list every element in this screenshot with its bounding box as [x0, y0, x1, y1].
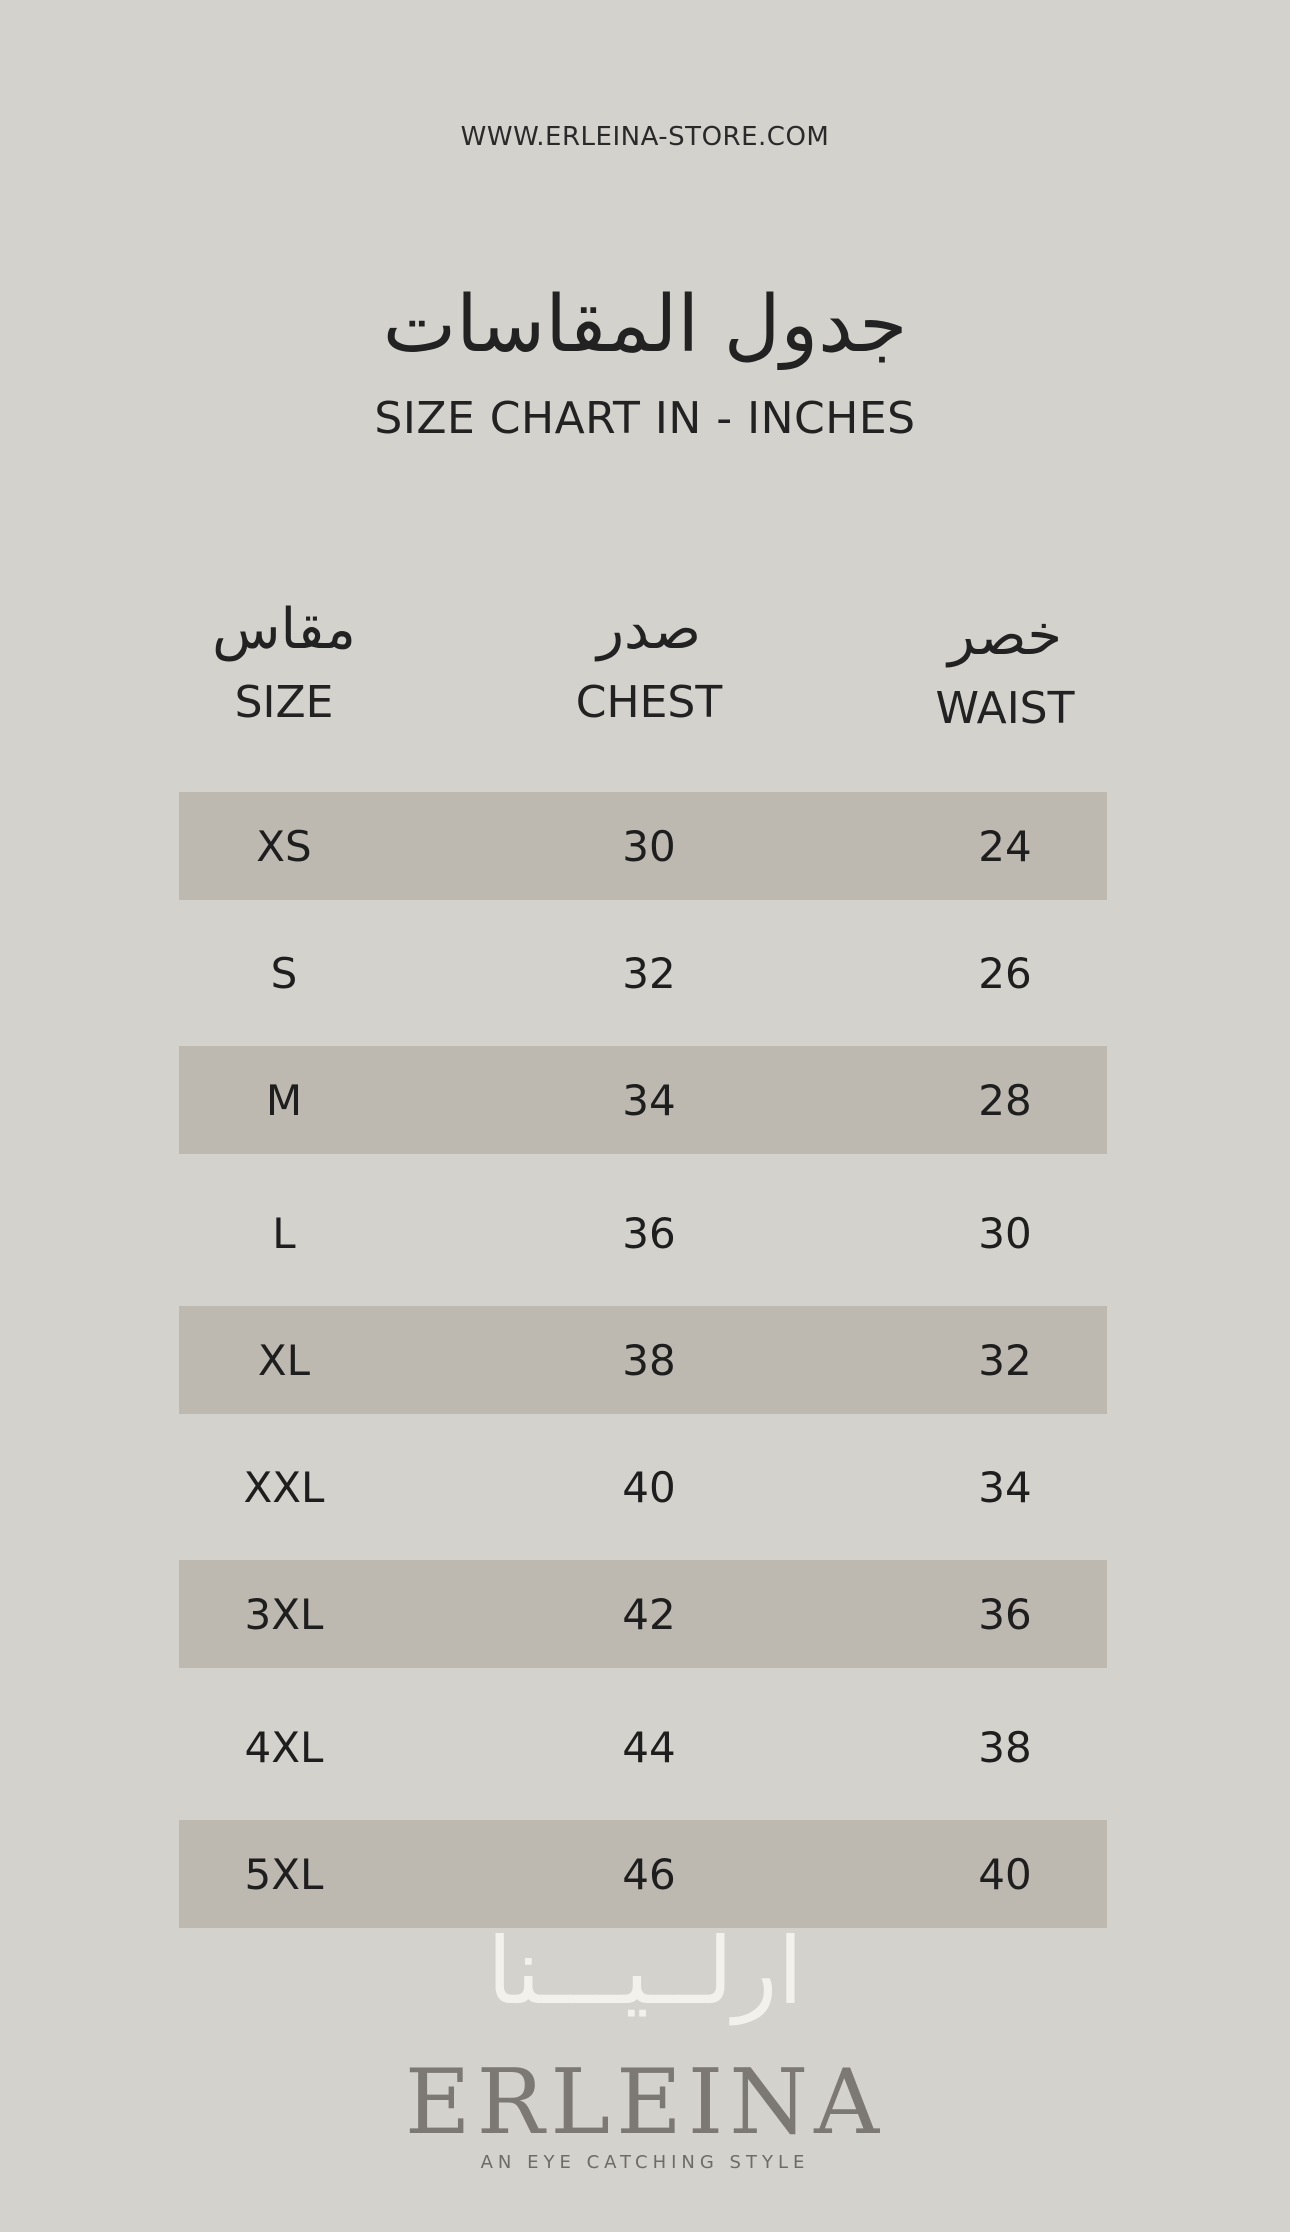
cell-waist: 36: [978, 1589, 1032, 1639]
column-header-size: [134, 590, 434, 736]
cell-chest: 40: [622, 1462, 676, 1512]
brand-logo-english: ERLEINA: [404, 2050, 886, 2155]
page-title-english: SIZE CHART IN - INCHES: [374, 393, 916, 444]
table-row: [179, 792, 1107, 900]
cell-waist: 30: [978, 1208, 1032, 1258]
cell-waist: 40: [978, 1849, 1032, 1899]
cell-waist: 26: [978, 948, 1032, 998]
cell-size: 3XL: [244, 1589, 324, 1639]
column-header-size-ar: مقاس: [212, 597, 356, 662]
cell-size: XL: [257, 1335, 311, 1385]
table-row: [179, 1693, 1107, 1801]
cell-waist: 28: [978, 1075, 1032, 1125]
table-row: [179, 1433, 1107, 1541]
cell-chest: 30: [622, 821, 676, 871]
cell-chest: 38: [622, 1335, 676, 1385]
brand-logo-arabic: ارلــيـــنا: [486, 1918, 804, 2025]
cell-chest: 34: [622, 1075, 676, 1125]
cell-chest: 36: [622, 1208, 676, 1258]
cell-waist: 38: [978, 1722, 1032, 1772]
column-header-waist: [855, 596, 1155, 742]
cell-size: 4XL: [244, 1722, 324, 1772]
cell-chest: 44: [622, 1722, 676, 1772]
table-row: [179, 1179, 1107, 1287]
table-row: [179, 1046, 1107, 1154]
cell-chest: 32: [622, 948, 676, 998]
website-url: WWW.ERLEINA-STORE.COM: [460, 122, 830, 152]
column-header-chest-en: CHEST: [575, 677, 723, 728]
column-header-waist-ar: خصر: [947, 603, 1063, 668]
cell-chest: 46: [622, 1849, 676, 1899]
cell-waist: 34: [978, 1462, 1032, 1512]
cell-size: XS: [256, 821, 312, 871]
column-header-size-en: SIZE: [234, 677, 334, 728]
table-row: [179, 1820, 1107, 1928]
column-header-waist-en: WAIST: [935, 683, 1075, 734]
cell-chest: 42: [622, 1589, 676, 1639]
cell-size: S: [270, 948, 298, 998]
cell-size: 5XL: [244, 1849, 324, 1899]
cell-size: L: [272, 1208, 296, 1258]
cell-waist: 24: [978, 821, 1032, 871]
cell-size: XXL: [243, 1462, 325, 1512]
table-row: [179, 1560, 1107, 1668]
cell-size: M: [265, 1075, 303, 1125]
cell-waist: 32: [978, 1335, 1032, 1385]
brand-tagline: AN EYE CATCHING STYLE: [480, 2152, 810, 2173]
column-header-chest-ar: صدر: [597, 597, 701, 662]
table-row: [179, 1306, 1107, 1414]
column-header-chest: [499, 590, 799, 736]
page-title-arabic: جدول المقاسات: [382, 280, 908, 370]
size-table: [179, 792, 1107, 1928]
table-row: [179, 919, 1107, 1027]
